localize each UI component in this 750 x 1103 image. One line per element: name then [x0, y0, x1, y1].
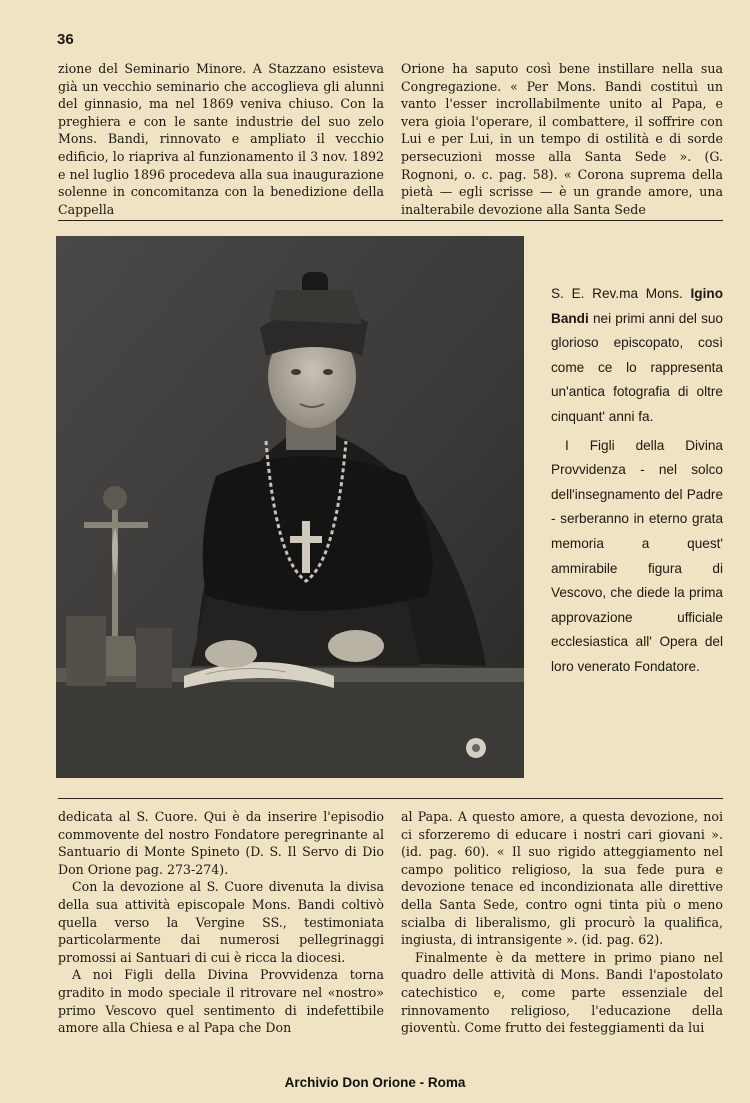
portrait-photo [56, 236, 524, 778]
divider-bottom [58, 798, 723, 799]
caption-paragraph-2: I Figli della Divina Provvidenza - nel solco dell'insegnamento del Padre - serberanno in eterno grata memoria a quest' ammirabile figura di Vescovo, che diede la prima approvazione ufficiale ecclesiastica all' Opera del loro venerato Fondatore. [551, 437, 723, 674]
top-left-column [58, 60, 384, 218]
photo-caption [551, 282, 723, 680]
portrait-illustration [56, 236, 524, 778]
bottom-left-column [58, 808, 384, 1037]
caption-text: nei primi anni del suo glorioso episcopato, così come ce lo rappresenta un'antica fotografia di oltre cinquant' anni fa. [551, 310, 723, 424]
paragraph: A noi Figli della Divina Provvidenza torna gradito in modo speciale il ritrovare nel «nostro» primo Vescovo quel sentimento di indefettibile amore alla Chiesa e al Papa che Don [58, 967, 384, 1036]
paragraph: zione del Seminario Minore. A Stazzano esisteva già un vecchio seminario che accoglieva gli alunni del ginnasio, ma nel 1869 veniva chiuso. Con la preghiera e con le sante industrie del suo zelo Mons. Bandi, rinnovato e ampliato il vecchio edificio, lo riapriva al funzionamento il 3 nov. 1892 e nel luglio 1896 procedeva alla sua inaugurazione solenne in concomitanza con la benedizione della Cappella [58, 61, 384, 217]
bottom-right-column [401, 808, 723, 1037]
paragraph: Con la devozione al S. Cuore divenuta la divisa della sua attività episcopale Mons. Bandi coltivò quella verso la Vergine SS., testimoniata particolarmente dai numerosi pellegrinaggi promossi ai Santuari di cui è ricca la diocesi. [58, 879, 384, 965]
paragraph: Finalmente è da mettere in primo piano nel quadro delle attività di Mons. Bandi l'apostolato catechistico e, come parte essenziale del rinnovamento religioso, l'educazione della gioventù. Come frutto dei festeggiamenti da lui [401, 949, 723, 1036]
caption-paragraph-1 [551, 282, 723, 430]
top-right-column [401, 60, 723, 218]
paragraph: Orione ha saputo così bene instillare nella sua Congregazione. « Per Mons. Bandi costituì un vanto l'esser incrollabilmente unito al Papa, e vera gioia l'operare, il combattere, il soffrire con Lui e per Lui, in un tempo di ostilità e di sorde persecuzioni mosse alla Santa Sede ». (G. Rognoni, o. c. pag. 58). « Corona suprema della pietà — egli scrisse — è un grande amore, una inalterabile devozione alla Santa Sede [401, 61, 723, 217]
divider-top [58, 220, 723, 221]
paragraph: dedicata al S. Cuore. Qui è da inserire l'episodio commovente del nostro Fondatore peregrinante al Santuario di Monte Spineto (D. S. Il Servo di Dio Don Orione pag. 273-274). [58, 809, 384, 877]
paragraph: al Papa. A questo amore, a questa devozione, noi ci sforzeremo di educare i nostri cari giovani ». (id. pag. 60). « Il suo rigido atteggiamento nel campo politico religioso, la sua fede pura e devozione tenace ed incondizionata alle direttive della Santa Sede, contro ogni tinta più o meno scialba di liberalismo, gli procurò la qualifica, ingiusta, di intransigente ». (id. pag. 62). [401, 809, 723, 948]
archive-footer: Archivio Don Orione - Roma [284, 1075, 466, 1090]
caption-title: S. E. Rev.ma Mons. [551, 286, 683, 301]
caption-name: Igino Bandi [551, 286, 723, 326]
flower-ornament [466, 738, 486, 758]
page-number: 36 [57, 31, 74, 48]
